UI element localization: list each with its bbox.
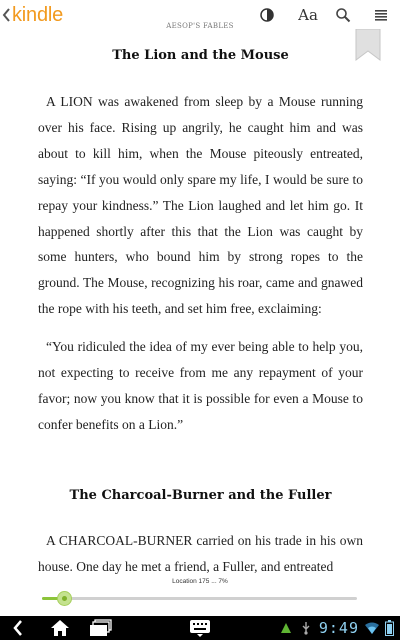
paragraph: “You ridiculed the idea of my ever being able to help you, not expecting to receive from me any repayment of your favor; now you know that it is possible for even a Mouse to confer benefits on a Lion.” — [38, 339, 363, 432]
system-back-button[interactable] — [8, 617, 28, 639]
keyboard-icon — [189, 619, 211, 637]
font-icon: Aa — [298, 6, 318, 24]
keyboard-button[interactable] — [188, 617, 212, 639]
usb-debug-icon — [279, 621, 293, 635]
brand-logo: kindle — [12, 4, 64, 26]
menu-icon — [374, 8, 388, 22]
home-icon — [49, 619, 71, 637]
story-title: The Charcoal-Burner and the Fuller — [69, 488, 332, 503]
story-title: The Lion and the Mouse — [112, 48, 289, 63]
progress-thumb[interactable] — [57, 591, 72, 606]
chevron-left-icon — [2, 7, 11, 23]
system-home-button[interactable] — [47, 617, 73, 639]
wifi-icon — [365, 622, 379, 634]
reading-page[interactable] — [38, 40, 363, 582]
location-label: Location 175 ... 7% — [172, 578, 228, 585]
system-recent-apps-button[interactable] — [88, 617, 114, 639]
status-area[interactable] — [279, 618, 394, 638]
usb-icon — [299, 621, 313, 635]
battery-icon — [385, 620, 394, 636]
system-navigation-bar — [0, 616, 400, 640]
paragraph: A LION was awakened from sleep by a Mouse running over his face. Rising up angrily, he caught him and was about to kill him, when the Mouse piteously entreated, saying: “If you would only spare my life, I would be sure to repay your kindness.” The Lion laughed and let him go. It happened shortly after this that the Lion was caught by some hunters, who bound him by strong ropes to the ground. The Mouse, recognizing his roar, came and gnawed the rope with his teeth, and set him free, exclaiming: — [38, 94, 363, 317]
recent-apps-icon — [89, 619, 113, 637]
running-head: AESOP'S FABLES — [166, 22, 234, 30]
contrast-icon — [260, 8, 274, 22]
search-icon — [335, 7, 351, 23]
paragraph: A CHARCOAL-BURNER carried on his trade in his own house. One day he met a friend, a Fuller, and entreated — [38, 533, 363, 574]
back-icon — [12, 619, 24, 637]
system-clock: 9:49 — [318, 619, 359, 637]
progress-slider[interactable] — [42, 597, 357, 600]
